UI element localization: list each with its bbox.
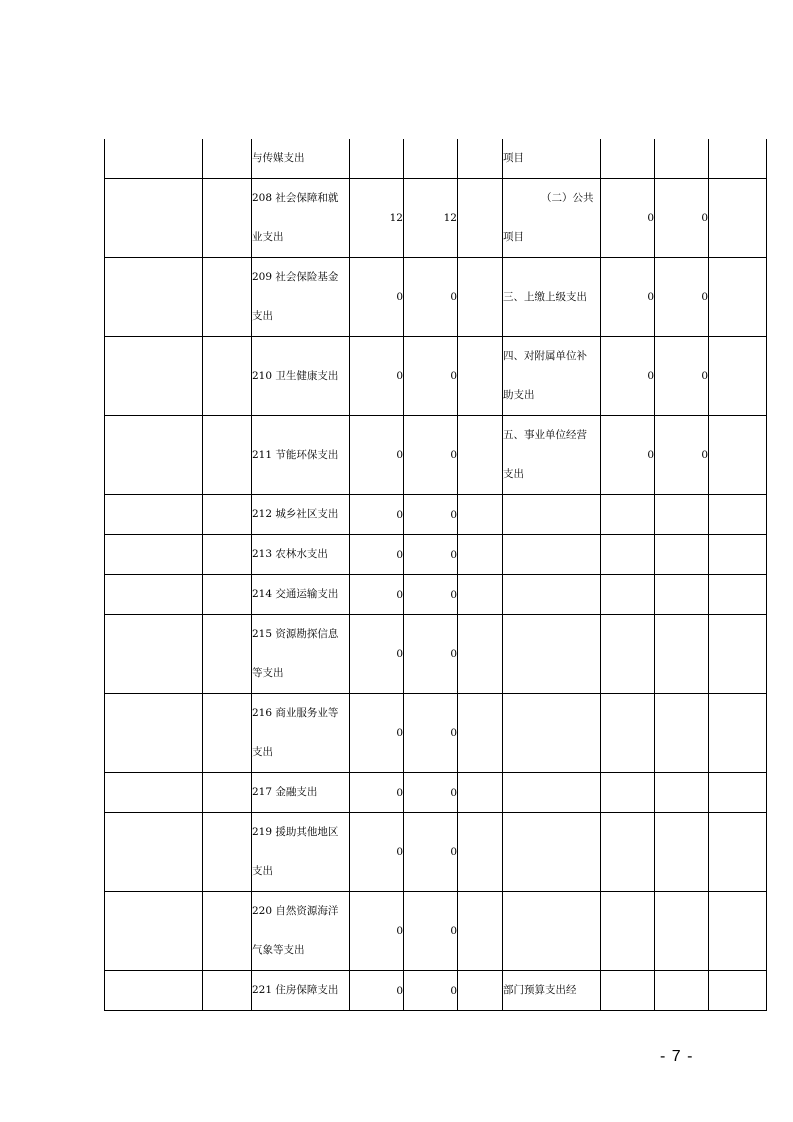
table-row xyxy=(105,258,767,337)
expense-amount-b-cell: 0 xyxy=(404,892,458,971)
table-row xyxy=(105,773,767,813)
blank-cell-4 xyxy=(709,773,767,813)
expense-amount-b-cell: 0 xyxy=(404,495,458,535)
blank-cell-4 xyxy=(709,337,767,416)
item-category-cell xyxy=(503,615,601,694)
item-category-cell: 三、上缴上级支出 xyxy=(503,258,601,337)
blank-cell-1 xyxy=(105,179,203,258)
item-category-cell: 四、对附属单位补 助支出 xyxy=(503,337,601,416)
blank-cell-3 xyxy=(458,179,503,258)
item-amount-b-cell: 0 xyxy=(655,258,709,337)
blank-cell-2 xyxy=(203,495,252,535)
expense-category-cell: 213 农林水支出 xyxy=(252,535,350,575)
item-category-cell xyxy=(503,179,601,258)
item-category-cell xyxy=(503,575,601,615)
blank-cell-3 xyxy=(458,773,503,813)
item-amount-a-cell xyxy=(601,773,655,813)
blank-cell-2 xyxy=(203,258,252,337)
blank-cell-4 xyxy=(709,813,767,892)
expense-amount-b-cell: 0 xyxy=(404,615,458,694)
item-amount-a-cell xyxy=(601,892,655,971)
blank-cell-4 xyxy=(709,416,767,495)
blank-cell-2 xyxy=(203,892,252,971)
expense-category-cell: 220 自然资源海洋 气象等支出 xyxy=(252,892,350,971)
expense-amount-a-cell: 0 xyxy=(350,416,404,495)
blank-cell-1 xyxy=(105,416,203,495)
blank-cell-1 xyxy=(105,535,203,575)
table-row xyxy=(105,615,767,694)
table-row xyxy=(105,139,767,179)
blank-cell-1 xyxy=(105,139,203,179)
blank-cell-3 xyxy=(458,575,503,615)
blank-cell-1 xyxy=(105,615,203,694)
expense-amount-a-cell xyxy=(350,139,404,179)
table-row xyxy=(105,892,767,971)
blank-cell-1 xyxy=(105,258,203,337)
blank-cell-2 xyxy=(203,813,252,892)
item-amount-b-cell xyxy=(655,615,709,694)
expense-amount-b-cell: 0 xyxy=(404,535,458,575)
expense-category-cell: 216 商业服务业等 支出 xyxy=(252,694,350,773)
expense-category-cell: 与传媒支出 xyxy=(252,139,350,179)
expense-amount-a-cell: 0 xyxy=(350,971,404,1011)
expense-amount-a-cell: 0 xyxy=(350,615,404,694)
table-body xyxy=(105,139,767,1011)
blank-cell-1 xyxy=(105,971,203,1011)
item-amount-a-cell xyxy=(601,971,655,1011)
blank-cell-4 xyxy=(709,615,767,694)
blank-cell-2 xyxy=(203,535,252,575)
page-number: - 7 - xyxy=(660,1048,694,1065)
expense-category-cell: 217 金融支出 xyxy=(252,773,350,813)
item-category-cell: 五、事业单位经营 支出 xyxy=(503,416,601,495)
blank-cell-2 xyxy=(203,971,252,1011)
table-row xyxy=(105,971,767,1011)
blank-cell-1 xyxy=(105,337,203,416)
expense-amount-a-cell: 0 xyxy=(350,773,404,813)
expense-amount-b-cell: 0 xyxy=(404,337,458,416)
blank-cell-2 xyxy=(203,337,252,416)
item-category-cell: 部门预算支出经 xyxy=(503,971,601,1011)
blank-cell-1 xyxy=(105,892,203,971)
item-category-cell xyxy=(503,892,601,971)
expense-amount-b-cell: 12 xyxy=(404,179,458,258)
blank-cell-1 xyxy=(105,575,203,615)
blank-cell-1 xyxy=(105,495,203,535)
item-category-line-2: 项目 xyxy=(503,231,524,243)
expense-amount-a-cell: 0 xyxy=(350,892,404,971)
blank-cell-2 xyxy=(203,179,252,258)
blank-cell-3 xyxy=(458,971,503,1011)
blank-cell-3 xyxy=(458,694,503,773)
item-category-cell xyxy=(503,773,601,813)
item-category-cell xyxy=(503,813,601,892)
expense-amount-a-cell: 12 xyxy=(350,179,404,258)
expense-amount-b-cell: 0 xyxy=(404,694,458,773)
table-row xyxy=(105,535,767,575)
expense-category-cell: 208 社会保障和就 业支出 xyxy=(252,179,350,258)
item-category-cell xyxy=(503,535,601,575)
item-amount-b-cell: 0 xyxy=(655,416,709,495)
expense-category-cell: 215 资源勘探信息 等支出 xyxy=(252,615,350,694)
blank-cell-4 xyxy=(709,575,767,615)
item-amount-b-cell xyxy=(655,575,709,615)
expense-amount-a-cell: 0 xyxy=(350,535,404,575)
blank-cell-4 xyxy=(709,495,767,535)
blank-cell-1 xyxy=(105,773,203,813)
expense-amount-a-cell: 0 xyxy=(350,813,404,892)
blank-cell-2 xyxy=(203,615,252,694)
item-amount-a-cell: 0 xyxy=(601,179,655,258)
blank-cell-4 xyxy=(709,971,767,1011)
blank-cell-4 xyxy=(709,694,767,773)
blank-cell-4 xyxy=(709,139,767,179)
expense-amount-b-cell: 0 xyxy=(404,813,458,892)
table-row xyxy=(105,813,767,892)
item-amount-b-cell: 0 xyxy=(655,179,709,258)
item-amount-b-cell xyxy=(655,139,709,179)
blank-cell-4 xyxy=(709,892,767,971)
blank-cell-3 xyxy=(458,139,503,179)
blank-cell-3 xyxy=(458,416,503,495)
item-amount-b-cell xyxy=(655,971,709,1011)
item-amount-b-cell xyxy=(655,535,709,575)
budget-table xyxy=(104,139,767,1011)
expense-category-cell: 210 卫生健康支出 xyxy=(252,337,350,416)
table-row xyxy=(105,337,767,416)
blank-cell-2 xyxy=(203,416,252,495)
table-row xyxy=(105,575,767,615)
item-category-line-1: （二）公共 xyxy=(541,192,594,204)
item-amount-a-cell xyxy=(601,495,655,535)
item-amount-b-cell xyxy=(655,813,709,892)
expense-amount-a-cell: 0 xyxy=(350,258,404,337)
expense-category-cell: 209 社会保险基金 支出 xyxy=(252,258,350,337)
expense-category-cell: 219 援助其他地区 支出 xyxy=(252,813,350,892)
blank-cell-3 xyxy=(458,535,503,575)
item-amount-a-cell: 0 xyxy=(601,258,655,337)
expense-amount-b-cell: 0 xyxy=(404,258,458,337)
blank-cell-2 xyxy=(203,773,252,813)
blank-cell-4 xyxy=(709,258,767,337)
item-amount-a-cell xyxy=(601,694,655,773)
blank-cell-2 xyxy=(203,694,252,773)
blank-cell-3 xyxy=(458,615,503,694)
item-amount-b-cell: 0 xyxy=(655,337,709,416)
item-amount-a-cell: 0 xyxy=(601,416,655,495)
expense-category-cell: 214 交通运输支出 xyxy=(252,575,350,615)
blank-cell-4 xyxy=(709,535,767,575)
expense-category-cell: 221 住房保障支出 xyxy=(252,971,350,1011)
blank-cell-4 xyxy=(709,179,767,258)
item-amount-b-cell xyxy=(655,694,709,773)
expense-amount-b-cell: 0 xyxy=(404,575,458,615)
item-amount-b-cell xyxy=(655,495,709,535)
item-category-cell xyxy=(503,495,601,535)
item-amount-b-cell xyxy=(655,892,709,971)
expense-category-cell: 211 节能环保支出 xyxy=(252,416,350,495)
item-amount-a-cell xyxy=(601,139,655,179)
item-amount-b-cell xyxy=(655,773,709,813)
item-amount-a-cell: 0 xyxy=(601,337,655,416)
expense-amount-b-cell: 0 xyxy=(404,416,458,495)
item-amount-a-cell xyxy=(601,575,655,615)
expense-amount-a-cell: 0 xyxy=(350,694,404,773)
table-row xyxy=(105,416,767,495)
expense-amount-b-cell: 0 xyxy=(404,773,458,813)
blank-cell-1 xyxy=(105,813,203,892)
expense-amount-a-cell: 0 xyxy=(350,337,404,416)
table-row xyxy=(105,179,767,258)
table-row xyxy=(105,694,767,773)
blank-cell-2 xyxy=(203,575,252,615)
blank-cell-3 xyxy=(458,337,503,416)
blank-cell-3 xyxy=(458,258,503,337)
blank-cell-3 xyxy=(458,495,503,535)
expense-category-cell: 212 城乡社区支出 xyxy=(252,495,350,535)
item-amount-a-cell xyxy=(601,535,655,575)
expense-amount-b-cell xyxy=(404,139,458,179)
expense-amount-a-cell: 0 xyxy=(350,575,404,615)
table-row xyxy=(105,495,767,535)
item-category-cell: 项目 xyxy=(503,139,601,179)
expense-amount-b-cell: 0 xyxy=(404,971,458,1011)
expense-amount-a-cell: 0 xyxy=(350,495,404,535)
blank-cell-2 xyxy=(203,139,252,179)
blank-cell-3 xyxy=(458,892,503,971)
item-amount-a-cell xyxy=(601,813,655,892)
item-category-cell xyxy=(503,694,601,773)
blank-cell-1 xyxy=(105,694,203,773)
blank-cell-3 xyxy=(458,813,503,892)
item-amount-a-cell xyxy=(601,615,655,694)
